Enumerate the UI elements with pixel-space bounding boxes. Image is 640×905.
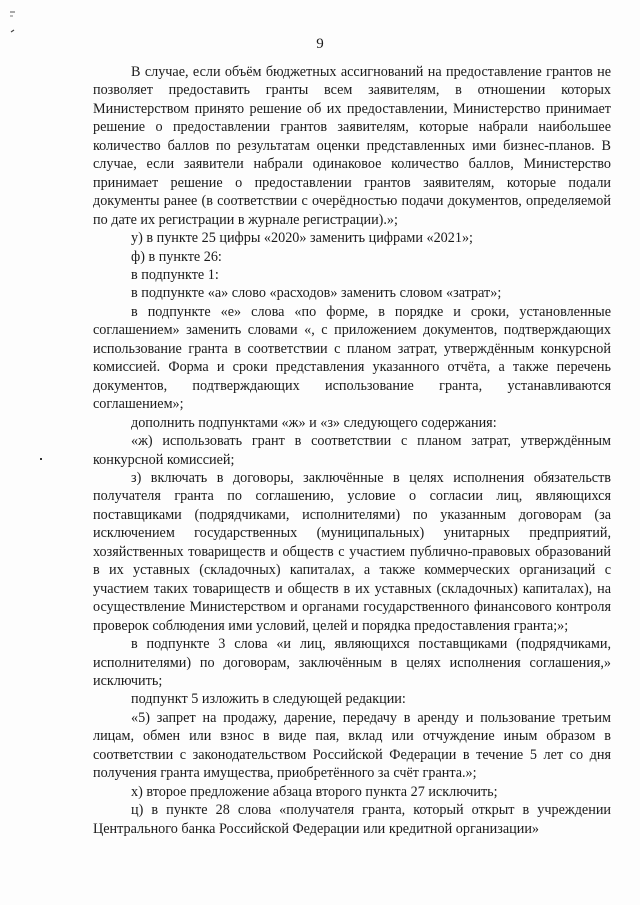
paragraph: х) второе предложение абзаца второго пункта 27 исключить; bbox=[131, 783, 498, 800]
paragraph: у) в пункте 25 цифры «2020» заменить цифрами «2021»; bbox=[131, 230, 474, 247]
paragraph: в подпункте «е» слова «по форме, в порядке и сроки, установленные соглашением» заменить словами «, с приложением документов, подтверждающих использование гранта в соответствии с планом затрат, утверждённым конкурсной комиссией. Форма и сроки представления указанного отчёта, а также перечень документов, подтверждающих использование гранта, устанавливаются соглашением»; bbox=[93, 303, 611, 413]
paragraph: «5) запрет на продажу, дарение, передачу в аренду и пользование третьим лицам, обмен или взнос в виде пая, вклад или отчуждение иным образом в соответствии с законодательством Российской Федерации в течение 5 лет со дня получения гранта имущества, приобретённого за счёт гранта.»; bbox=[93, 709, 611, 782]
document-body bbox=[93, 63, 611, 838]
paragraph: в подпункте «а» слово «расходов» заменить словом «затрат»; bbox=[131, 285, 502, 302]
paragraph: подпункт 5 изложить в следующей редакции: bbox=[131, 691, 406, 708]
scan-speck bbox=[40, 458, 42, 460]
page-number: 9 bbox=[316, 36, 324, 52]
paragraph: в подпункте 3 слова «и лиц, являющихся поставщиками (подрядчиками, исполнителями) по договорам, заключённым в целях исполнения соглашения,» исключить; bbox=[93, 636, 611, 689]
paragraph: ц) в пункте 28 слова «получателя гранта, который открыт в учреждении Центрального банка Российской Федерации или кредитной организации» bbox=[93, 802, 611, 837]
scan-corner-mark bbox=[8, 8, 18, 38]
paragraph: «ж) использовать грант в соответствии с планом затрат, утверждённым конкурсной комиссией; bbox=[93, 433, 611, 468]
paragraph: в подпункте 1: bbox=[131, 266, 219, 283]
paragraph: В случае, если объём бюджетных ассигнований на предоставление грантов не позволяет предоставить гранты всем заявителям, в отношении которых Министерством принято решение об их предоставлении, Министерство принимает решение о предоставлении грантов заявителям, которые набрали наибольшее количество баллов по результатам оценки представленных ими бизнес-планов. В случае, если заявители набрали одинаковое количество баллов, Министерство принимает решение о предоставлении грантов заявителям, которые подали документы ранее (в соответствии с очерёдностью подачи документов, определяемой по дате их регистрации в журнале регистрации).»; bbox=[93, 64, 611, 228]
paragraph: дополнить подпунктами «ж» и «з» следующего содержания: bbox=[131, 414, 497, 431]
paragraph: з) включать в договоры, заключённые в целях исполнения обязательств получателя гранта по соглашению, условие о согласии лиц, являющихся поставщиками (подрядчиками, исполнителями) по указанным договорам (за исключением государственных (муниципальных) унитарных предприятий, хозяйственных товариществ и обществ с участием публично-правовых образований в их уставных (складочных) капиталах, а также коммерческих организаций с участием таких товариществ и обществ в их уставных (складочных) капиталах), на осуществление Министерством и органами государственного финансового контроля проверок соблюдения ими условий, целей и порядка предоставления гранта;»; bbox=[93, 469, 611, 634]
paragraph: ф) в пункте 26: bbox=[131, 248, 222, 265]
